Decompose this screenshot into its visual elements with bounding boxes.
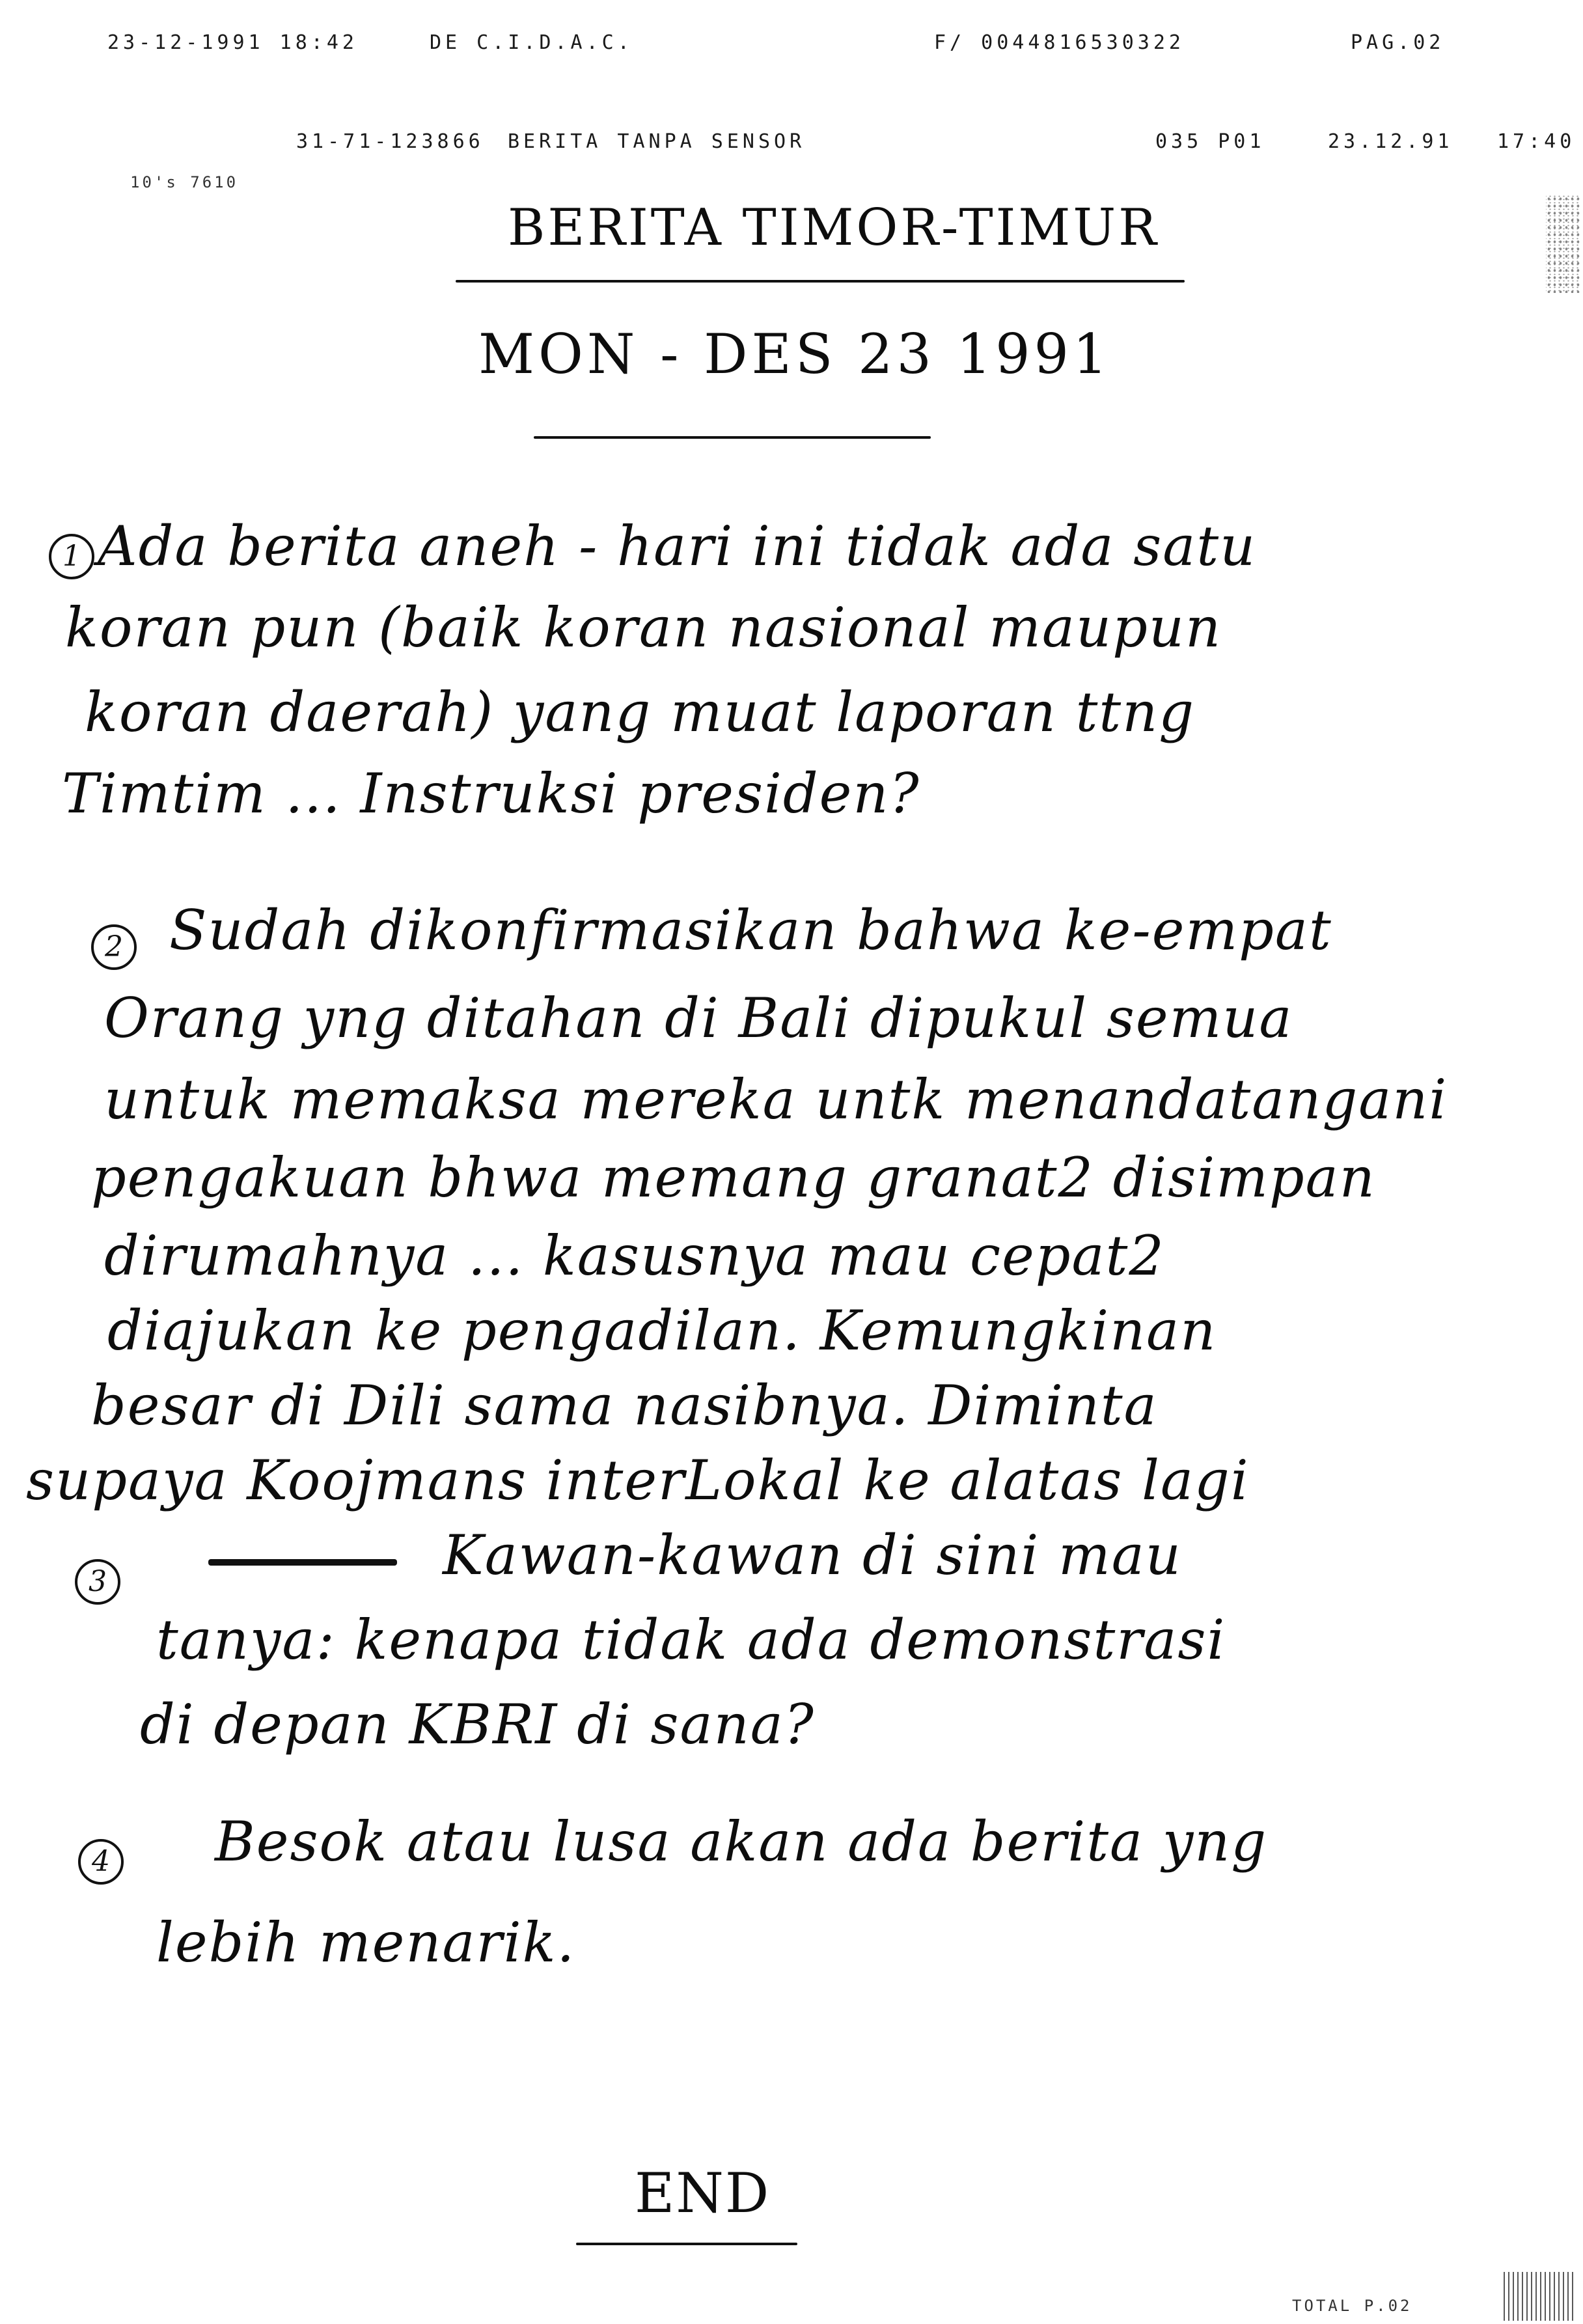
date-line: MON - DES 23 1991 [478,322,1112,386]
item-number-4: 4 [78,1839,124,1885]
telex-name: BERITA TANPA SENSOR [508,130,806,153]
end-underline [576,2243,797,2245]
telex-time: 17:40 [1497,130,1576,153]
fax-page: PAG.02 [1351,31,1445,54]
scan-noise [1546,195,1580,293]
document-title: BERITA TIMOR-TIMUR [508,199,1159,257]
item-2-line-5: dirumahnya ... kasusnya mau cepat2 [104,1224,1165,1288]
footer-total-pages: TOTAL P.02 [1292,2297,1412,2315]
struck-out-word [208,1559,397,1566]
item-3-line-3: di depan KBRI di sana? [140,1693,815,1756]
item-number-3: 3 [75,1559,120,1605]
item-4-line-2: lebih menarik. [156,1911,576,1974]
item-number-2: 2 [91,924,137,970]
telex-date: 23.12.91 [1328,130,1453,153]
telex-number: 31-71-123866 [296,130,484,153]
telex-code: 035 P01 [1155,130,1265,153]
item-number-1: 1 [49,534,94,579]
item-2-line-2: Orang yng ditahan di Bali dipukul semua [104,986,1293,1050]
date-underline [534,436,931,439]
item-2-line-3: untuk memaksa mereka untk menandatangani [104,1068,1448,1131]
item-2-line-4: pengakuan bhwa memang granat2 disimpan [91,1146,1376,1210]
item-1-line-4: Timtim ... Instruksi presiden? [62,762,920,825]
item-2-line-7: besar di Dili sama nasibnya. Diminta [91,1374,1158,1437]
scan-edge-bars [1504,2272,1575,2321]
end-mark: END [635,2161,771,2225]
item-4-line-1: Besok atau lusa akan ada berita yng [215,1810,1268,1874]
item-3-line-1: Kawan-kawan di sini mau [443,1523,1182,1587]
item-2-line-8: supaya Koojmans interLokal ke alatas lagi [26,1448,1250,1512]
item-1-line-3: koran daerah) yang muat laporan ttng [85,680,1195,744]
item-3-line-2: tanya: kenapa tidak ada demonstrasi [156,1608,1226,1672]
fax-sender: DE C.I.D.A.C. [430,31,633,54]
title-underline [456,280,1185,283]
item-1-line-1: Ada berita aneh - hari ini tidak ada satu [98,514,1257,578]
item-2-line-1: Sudah dikonfirmasikan bahwa ke-empat [169,898,1332,962]
reference-code: 10's 7610 [130,173,239,191]
fax-datetime: 23-12-1991 18:42 [107,31,358,54]
fax-number: F/ 0044816530322 [934,31,1185,54]
item-2-line-6: diajukan ke pengadilan. Kemungkinan [107,1299,1217,1363]
item-1-line-2: koran pun (baik koran nasional maupun [65,596,1222,659]
